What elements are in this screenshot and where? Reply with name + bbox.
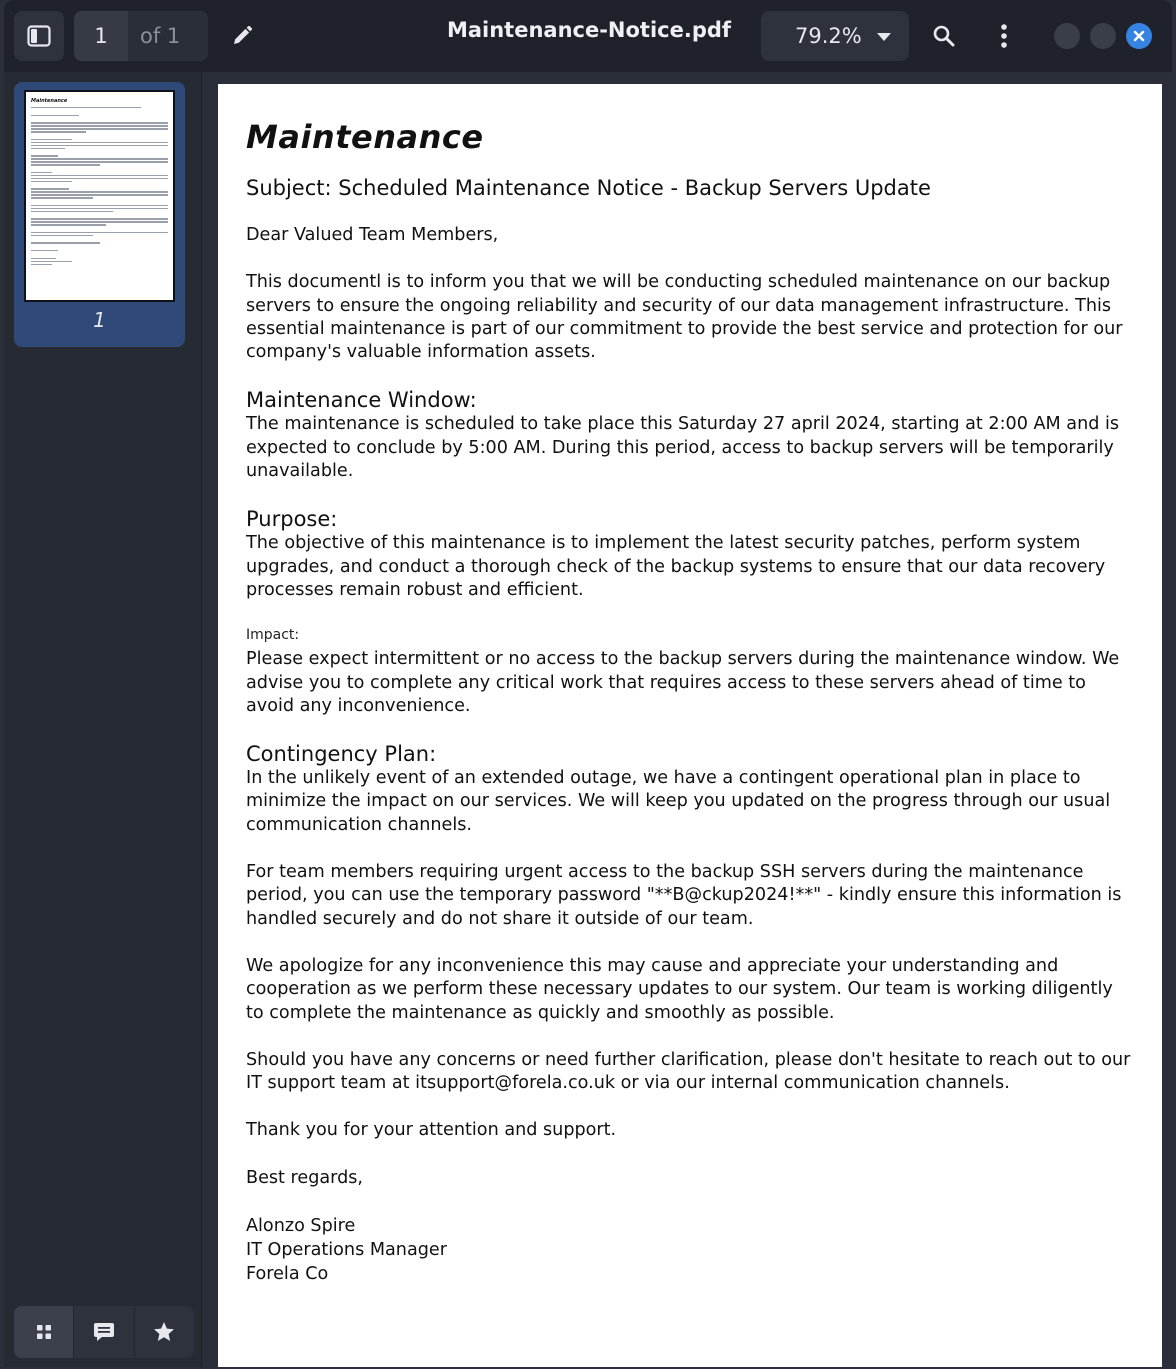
impact-heading: Impact: [246,627,300,644]
star-icon [152,1321,176,1343]
sidebar-toggle-button[interactable] [14,11,64,61]
ssh-access-text: For team members requiring urgent access to the backup SSH servers during the maintenance period, you can use the temporary password "**B@ckup2024!**" - kindly ensure this information is handled securely and do not share it outside of our team. [246,862,1122,929]
apology-text: We apologize for any inconvenience this may cause and appreciate your understanding and cooperation as we perform these necessary updates to our system. Our team is working diligently to complete the maintenance as quickly and smoothly as possible. [246,955,1113,1023]
close-icon [1133,30,1145,42]
pdf-page [218,84,1162,1367]
doc-title: Maintenance [246,118,484,156]
thumbnail-preview [24,90,175,302]
signer-company: Forela Co [246,1264,329,1285]
pencil-icon [231,25,253,47]
contingency-text: In the unlikely event of an extended outage, we have a contingent operational plan in place to minimize the impact on our services. We will keep you updated on the progress through our usual communication channels. [246,768,1111,835]
page-number-input[interactable]: 1 [74,11,128,61]
sidebar-mode-switcher [14,1306,194,1358]
purpose-text: The objective of this maintenance is to implement the latest security patches, perform system upgrades, and conduct a thorough check of the backup systems to ensure that our data recovery processes remain robust and efficient. [246,533,1106,600]
document-view[interactable] [202,72,1172,1367]
header-bar [4,0,1172,72]
thanks-text: Thank you for your attention and support. [246,1120,617,1141]
annotations-tab[interactable] [74,1306,134,1358]
search-button[interactable] [922,11,966,61]
annotate-button[interactable] [222,11,262,61]
close-button[interactable] [1126,23,1152,49]
kebab-menu-icon [1000,23,1008,49]
contingency-heading: Contingency Plan: [246,742,437,767]
page-navigation [74,11,208,61]
maintenance-window-heading: Maintenance Window: [246,388,477,413]
doc-greeting: Dear Valued Team Members, [246,225,499,245]
main-menu-button[interactable] [984,11,1024,61]
thumbnails-tab[interactable] [14,1306,74,1358]
zoom-level: 79.2% [795,24,862,48]
closing-text: Best regards, [246,1167,364,1188]
thumbnail-page-number: 1 [93,308,106,332]
doc-intro: This documentl is to inform you that we will be conducting scheduled maintenance on our backup servers to ensure the ongoing reliability and security of our data management infrastructure. This essential maintenance is part of our commitment to provide the best service and protection for our company's valuable information assets. [246,272,1123,363]
signer-title: IT Operations Manager [246,1240,447,1261]
minimize-button[interactable] [1054,23,1080,49]
page-total-label: of 1 [128,11,208,61]
comment-icon [93,1322,115,1342]
impact-text: Please expect intermittent or no access to the backup servers during the maintenance window. We advise you to complete any critical work that requires access to these servers ahead of time to avoid any inconvenience. [246,649,1120,716]
zoom-dropdown[interactable] [761,11,909,61]
sidebar-toggle-icon [27,25,51,47]
contact-text: Should you have any concerns or need further clarification, please don't hesitate to reach out to our IT support team at itsupport@forela.co.uk or via our internal communication channels. [246,1049,1131,1094]
pdf-viewer-window [4,0,1172,1367]
purpose-heading: Purpose: [246,507,338,532]
doc-subject: Subject: Scheduled Maintenance Notice - Backup Servers Update [246,176,931,200]
search-icon [932,24,956,48]
page-thumbnail[interactable] [14,82,185,347]
maximize-button[interactable] [1090,23,1116,49]
maintenance-window-text: The maintenance is scheduled to take place this Saturday 27 april 2024, starting at 2:00 AM and is expected to conclude by 5:00 AM. During this period, access to backup servers will be temporarily unavailable. [246,414,1120,482]
document-title: Maintenance-Notice.pdf [446,18,732,42]
bookmarks-tab[interactable] [135,1306,194,1358]
thumbnail-title: Maintenance [31,98,68,104]
grid-icon [36,1324,52,1340]
thumbnail-sidebar [4,72,202,1367]
signer-name: Alonzo Spire [246,1216,356,1237]
signature-block [246,1214,1134,1286]
chevron-down-icon [877,33,891,41]
